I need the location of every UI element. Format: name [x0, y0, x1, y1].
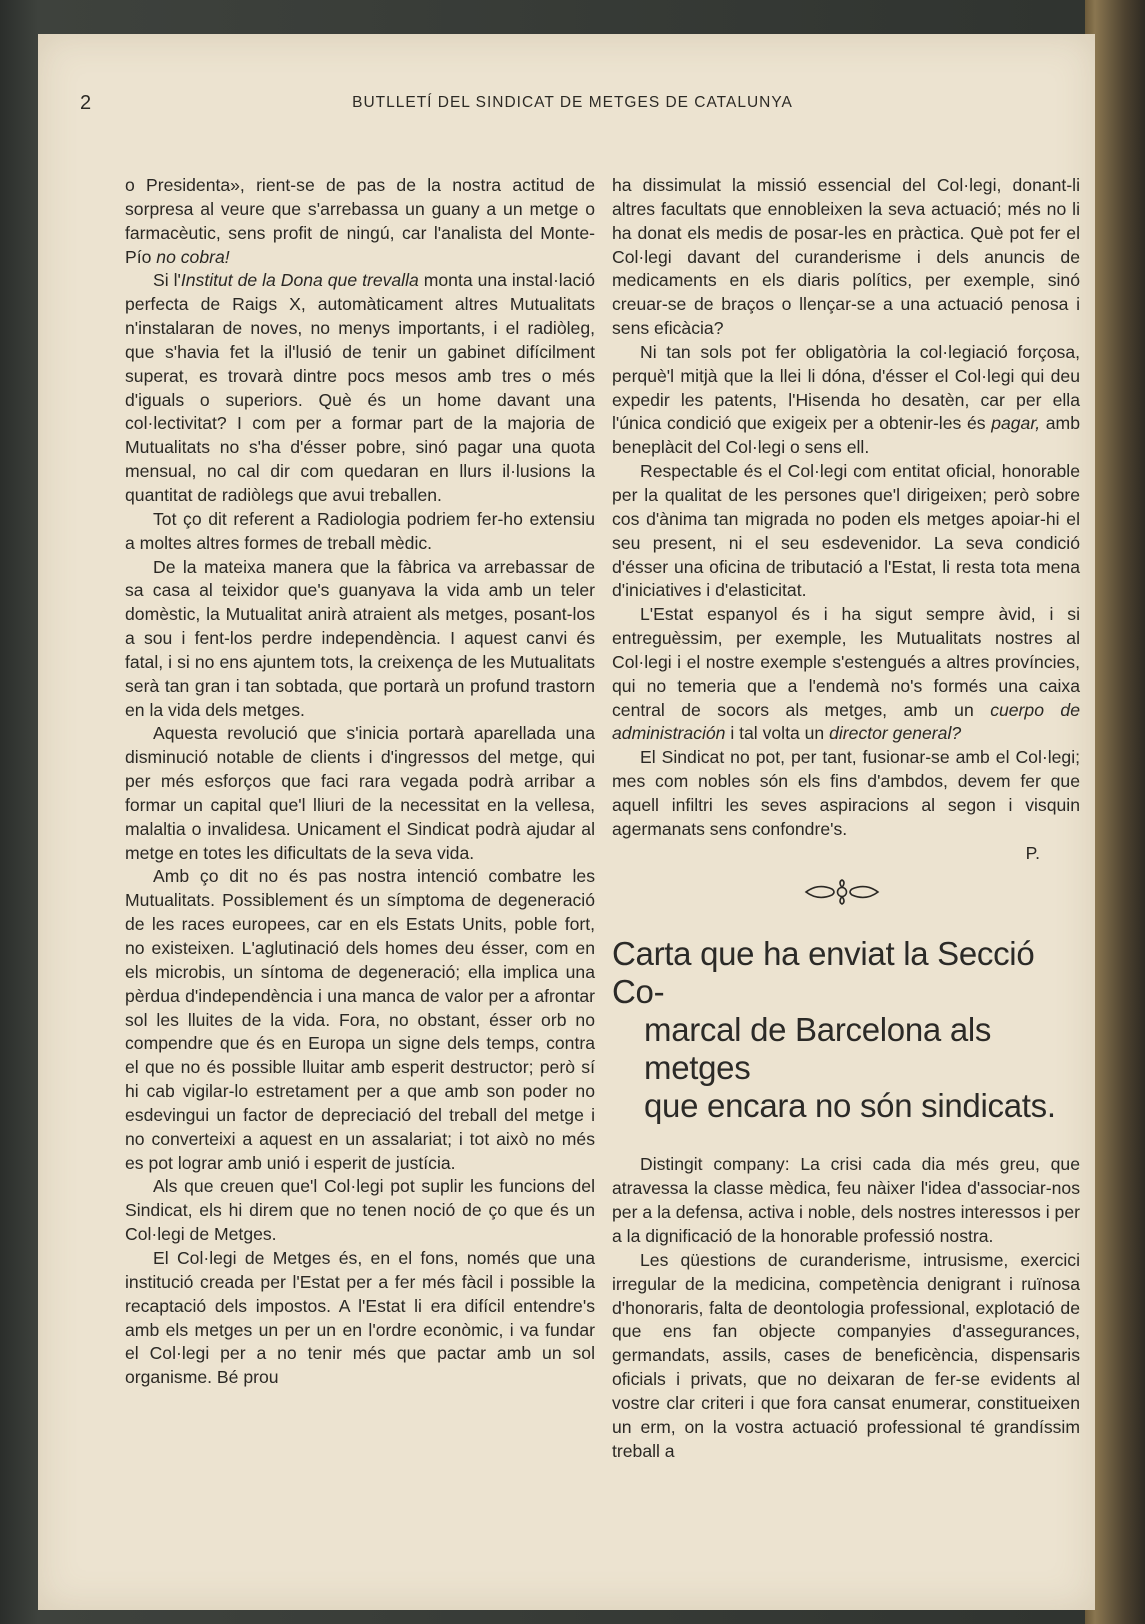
right-column [612, 174, 1080, 1463]
paragraph: Les qüestions de curanderisme, intrusisme, exercici irregular de la medicina, competència denigrant i ruïnosa d'honoraris, falta de deontologia professional, explotació de que ens fan objecte companyies d'assegurances, germandats, assils, cases de beneficència, dispensaris oficials i privats, que no deixaran de fer-se evidents al vostre clar criteri i que fora cansat enumerar, constitueixen un erm, on la vostra actuació professional té grandíssim treball a [612, 1249, 1080, 1461]
page-number: 2 [80, 92, 92, 114]
paragraph: El Col·legi de Metges és, en el fons, només que una institució creada per l'Estat per a fer més fàcil i possible la recaptació dels impostos. A l'Estat li era difícil entendre's amb els metges un per un en l'ordre econòmic, i va fundar el Col·legi per a no tenir més que pactar amb un sol organisme. Bé prou [125, 1247, 595, 1388]
left-column [125, 174, 595, 1390]
paragraph: o Presidenta», rient-se de pas de la nostra actitud de sorpresa al veure que s'arrebassa un guany a un metge o farmacèutic, sens profit de ningú, car l'analista del Monte-Pío no cobra! [125, 175, 595, 267]
paragraph: Respectable és el Col·legi com entitat oficial, honorable per la qualitat de les persones que'l dirigeixen; però sobre cos d'ànima tan migrada no poden els metges apoiar-hi el seu present, ni el seu esdevenidor. La seva condició d'ésser una oficina de tributació a l'Estat, li resta tota mena d'iniciatives i d'elasticitat. [612, 461, 1080, 601]
fleuron-ornament-icon [802, 879, 882, 905]
paragraph: Distingit company: La crisi cada dia més greu, que atravessa la classe mèdica, feu nàixer l'idea d'associar-nos per a la defensa, activa i noble, dels nostres interessos i per a la dignificació de la honorable professió nostra. [612, 1154, 1080, 1246]
paragraph: Amb ço dit no és pas nostra intenció combatre les Mutualitats. Possiblement és un símptoma de degeneració de les races europees, car en els Estats Units, poble fort, no existeixen. L'aglutinació dels homes deu ésser, com en els microbis, un síntoma de degeneració; ella implica una pèrdua d'independència i una manca de valor per a afrontar sol les lluites de la vida. Fora, no obstant, ésser orb no compendre que és en Europa un signe dels temps, contra el que no és possible lluitar amb esperit destructor; però sí hi cab vigilar-lo estretament per a que amb son poder no esdevingui un factor de depreciació del treball del metge i no converteixi a aquest en un assalariat; i tot això no més es pot lograr amb unió i esperit de justícia. [125, 866, 595, 1173]
signature: P. [1025, 842, 1040, 863]
running-title: BUTLLETÍ DEL SINDICAT DE METGES DE CATALUNYA [352, 94, 793, 111]
paragraph: L'Estat espanyol és i ha sigut sempre àvid, i si entreguèssim, per exemple, les Mutualitats nostres al Col·legi i el nostre exemple s'estengués a altres províncies, qui no temeria que a l'endemà no's formés una caixa central de socors als metges, amb un cuerpo de administración i tal volta un director general? [612, 604, 1080, 744]
headline-line: marcal de Barcelona als metges [644, 1011, 992, 1087]
headline-line: que encara no són sindicats. [644, 1087, 1056, 1125]
article-headline [612, 935, 1080, 1125]
paragraph: Als que creuen que'l Col·legi pot suplir les funcions del Sindicat, els hi direm que no tenen noció de ço que és un Col·legi de Metges. [125, 1176, 595, 1245]
page-header [80, 92, 1065, 122]
paragraph: Si l'Institut de la Dona que trevalla monta una instal·lació perfecta de Raigs X, automàticament altres Mutualitats n'instalaran de noves, no menys importants, i el radiòleg, que s'havia fet la il'lusió de tenir un gabinet difícilment superat, es trovarà dintre pocs mesos amb tres o més d'iguals o superiors. Què és un home davant una col·lectivitat? I com per a formar part de la majoria de Mutualitats no s'ha d'ésser pobre, sinó pagar una quota mensual, no cal dir com quedaran en llurs il·lusions la quantitat de radiòlegs que avui treballen. [125, 270, 595, 505]
paragraph: De la mateixa manera que la fàbrica va arrebassar de sa casa al teixidor que's guanyava la vida amb un teler domèstic, la Mutualitat anirà atraient als metges, posant-los a sou i fent-los perdre independència. I aquest canvi és fatal, i si no ens ajuntem tots, la creixença de les Mutualitats serà tan gran i tan sobtada, que portarà un profund trastorn en la vida dels metges. [125, 556, 595, 720]
paragraph: El Sindicat no pot, per tant, fusionar-se amb el Col·legi; mes com nobles són els fins d'ambdos, devem fer que aquell infiltri les seves aspiracions al segon i visquin agermanats sens confondre's. [612, 747, 1080, 839]
paragraph: Aquesta revolució que s'inicia portarà aparellada una disminució notable de clients i d'ingressos del metge, qui per més esforços que faci rara vegada podrà arribar a formar un capital que'l lliuri de la necessitat en la vellesa, malaltia o invalidesa. Unicament el Sindicat podrà ajudar al metge en totes les dificultats de la seva vida. [125, 723, 595, 863]
paragraph: Tot ço dit referent a Radiologia podriem fer-ho extensiu a moltes altres formes de treball mèdic. [125, 508, 595, 553]
paragraph: Ni tan sols pot fer obligatòria la col·legiació forçosa, perquè'l mitjà que la llei li dóna, d'ésser el Col·legi qui deu expedir les patents, l'Hisenda ho desatèn, car per ella l'única condició que exigeix per a obtenir-les és pagar, amb beneplàcit del Col·legi o sens ell. [612, 341, 1080, 458]
headline-line: Carta que ha enviat la Secció Co- [612, 935, 1035, 1011]
paragraph: ha dissimulat la missió essencial del Col·legi, donant-li altres facultats que ennobleixen la seva actuació; més no li ha donat els medis de posar-les en pràctica. Què pot fer el Col·legi davant del curanderisme i dels anuncis de medicaments en els diaris polítics, per exemple, sinó creuar-se de braços o llençar-se a una actuació penosa i sens eficàcia? [612, 175, 1080, 339]
